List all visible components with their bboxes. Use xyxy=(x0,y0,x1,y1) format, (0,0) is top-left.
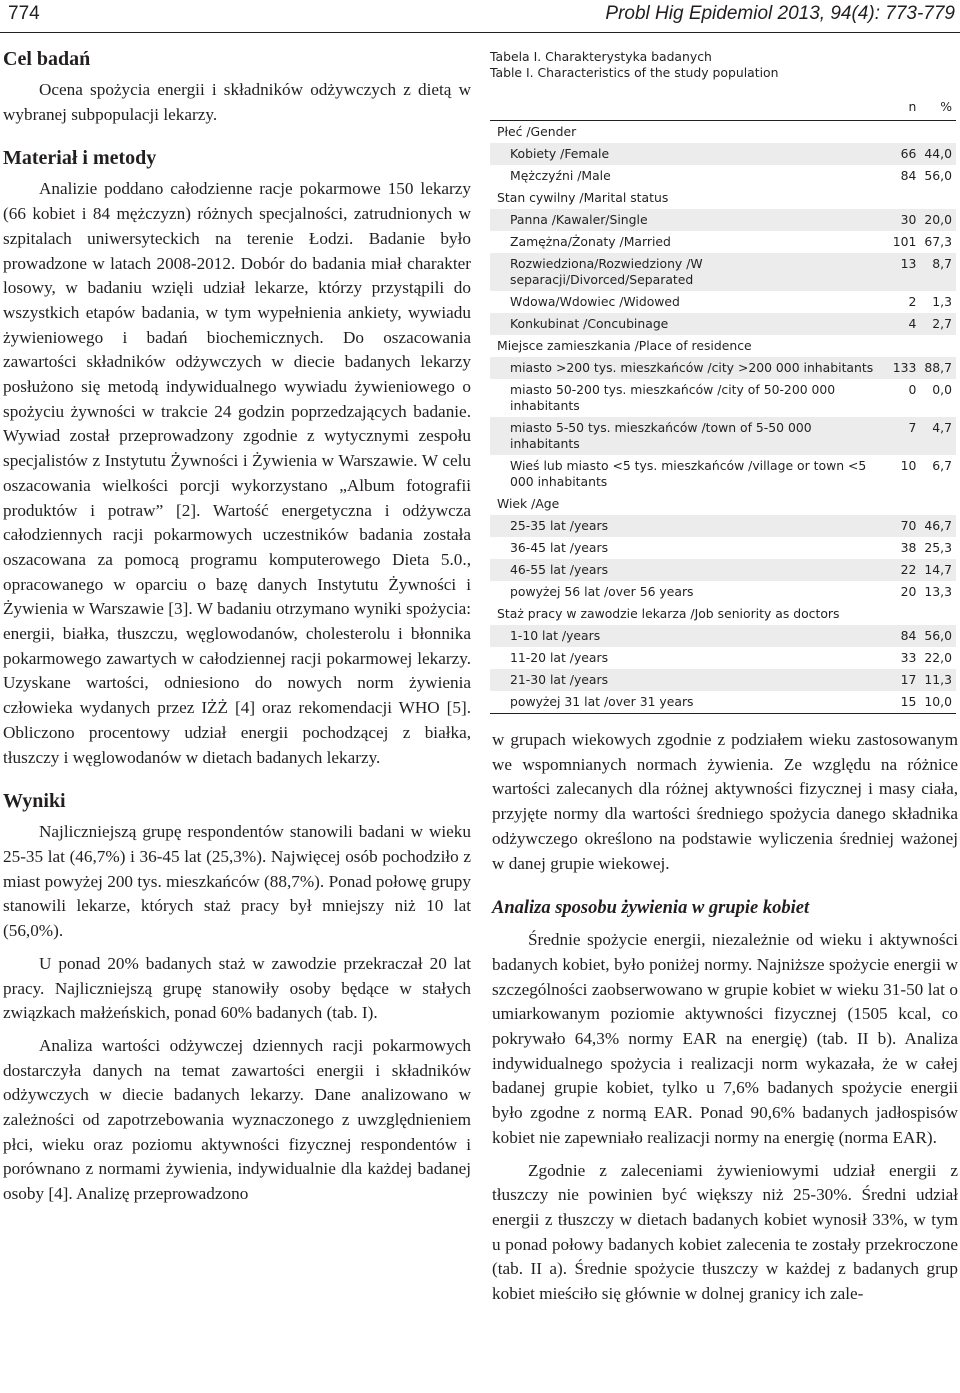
row-n: 13 xyxy=(889,253,921,291)
row-label: miasto 50-200 tys. mieszkańców /city of 50-200 000 inhabitants xyxy=(510,382,836,413)
row-n: 30 xyxy=(889,209,921,231)
table-row xyxy=(490,515,956,537)
row-percent: 10,0 xyxy=(924,694,952,709)
row-percent: 1,3 xyxy=(932,294,952,309)
row-percent: 8,7 xyxy=(920,253,956,291)
row-label: 46-55 lat /years xyxy=(490,559,889,581)
table-row xyxy=(490,313,956,335)
row-percent: 88,7 xyxy=(920,357,956,379)
table-row xyxy=(490,253,956,291)
row-label: Rozwiedziona/Rozwiedziony /W separacji/Divorced/Separated xyxy=(490,253,889,291)
table-row xyxy=(490,559,956,581)
row-label: 1-10 lat /years xyxy=(490,625,889,647)
table-row xyxy=(490,417,956,455)
row-n: 0 xyxy=(908,382,917,397)
body-paragraph: Zgodnie z zaleceniami żywieniowymi udział energii z tłuszczy nie powinien być większy niż 25-30%. Średni udział energii z tłuszczy w dietach badanych kobiet wynosił 33%, w tym u ponad połowy badanych kobiet zalecenia te zostały przekroczone (tab. II a). Średnie spożycie tłuszczy w każdej z badanych grup kobiet mieściło się głównie w dolnej granicy ich zale- xyxy=(492,1160,958,1304)
journal-reference: Probl Hig Epidemiol 2013, 94(4): 773-779 xyxy=(605,3,955,24)
column-header-n: n xyxy=(889,95,921,121)
column-header-label xyxy=(490,95,889,121)
table-row xyxy=(490,143,956,165)
row-percent: 13,3 xyxy=(924,584,952,599)
row-n: 7 xyxy=(889,417,921,455)
body-paragraph: Średnie spożycie energii, niezależnie od wieku i aktywności badanych kobiet, było poniżej normy. Najniższe spożycie energii w szczególności zaobserwowano w grupie kobiet w wieku 31-50 lat o umiarkowanym poziomie aktywności fizycznej (1505 kcal, co pokrywało 64,3% normy EAR na energię) (tab. II b). Analiza indywidualnego spożycia i realizacji norm wykazała, że w całej badanej grupie kobiet, tylko u 7,6% badanych spożycie energii było zgodne z normą EAR. Ponad 90,6% badanych jadłospisów kobiet nie zapewniało realizacji normy na energię (norma EAR). xyxy=(492,930,958,1147)
row-percent: 0,0 xyxy=(932,382,952,397)
table-row xyxy=(490,379,956,417)
row-label: Staż pracy w zawodzie lekarza /Job seniority as doctors xyxy=(497,606,840,621)
methods-section xyxy=(3,145,471,770)
table-characteristics xyxy=(490,49,956,714)
table-row xyxy=(490,165,956,187)
aim-section xyxy=(3,46,471,127)
table-body xyxy=(490,121,956,714)
aim-heading: Cel badań xyxy=(3,48,91,70)
row-label: 21-30 lat /years xyxy=(490,669,889,691)
row-percent: 44,0 xyxy=(920,143,956,165)
row-percent: 6,7 xyxy=(932,458,952,473)
row-n: 15 xyxy=(900,694,917,709)
table-row xyxy=(490,691,956,714)
row-label: miasto >200 tys. mieszkańców /city >200 000 inhabitants xyxy=(490,357,889,379)
row-label: Zamężna/Żonaty /Married xyxy=(510,234,671,249)
results-paragraph: Najliczniejszą grupę respondentów stanowili badani w wieku 25-35 lat (46,7%) i 36-45 lat (25,3%). Najwięcej osób pochodziło z miast powyżej 200 tys. mieszkańców (88,7%). Ponad połowę grupy stanowili lekarze, których staż pracy był mniejszy niż 10 lat (56,0%). xyxy=(3,822,471,941)
row-label: Panna /Kawaler/Single xyxy=(490,209,889,231)
row-percent xyxy=(920,121,956,144)
row-label: powyżej 31 lat /over 31 years xyxy=(510,694,694,709)
row-label: 11-20 lat /years xyxy=(510,650,609,665)
table-row xyxy=(490,209,956,231)
row-label: Miejsce zamieszkania /Place of residence xyxy=(497,338,752,353)
row-percent: 56,0 xyxy=(924,168,952,183)
page-number: 774 xyxy=(8,3,40,24)
row-percent: 14,7 xyxy=(920,559,956,581)
table-row xyxy=(490,291,956,313)
aim-paragraph: Ocena spożycia energii i składników odżywczych z dietą w wybranej subpopulacji lekarzy. xyxy=(3,80,471,124)
row-n: 133 xyxy=(889,357,921,379)
results-heading: Wyniki xyxy=(3,790,66,813)
table-row xyxy=(490,231,956,253)
row-label: powyżej 56 lat /over 56 years xyxy=(510,584,694,599)
row-n: 17 xyxy=(889,669,921,691)
row-percent: 4,7 xyxy=(920,417,956,455)
right-column-text xyxy=(492,728,958,1307)
row-percent: 46,7 xyxy=(920,515,956,537)
characteristics-table xyxy=(490,95,956,714)
row-label: Wieś lub miasto <5 tys. mieszkańców /village or town <5 000 inhabitants xyxy=(510,458,867,489)
row-n: 2 xyxy=(908,294,917,309)
row-label: 25-35 lat /years xyxy=(490,515,889,537)
results-paragraph: U ponad 20% badanych staż w zawodzie przekraczał 20 lat pracy. Najliczniejszą grupę stanowiły osoby będące w stałych związkach małżeńskich, ponad 60% badanych (tab. I). xyxy=(3,953,471,1023)
methods-paragraph: Analizie poddano całodzienne racje pokarmowe 150 lekarzy (66 kobiet i 84 mężczyzn) różnych specjalności, zatrudnionych w szpitalach uniwersyteckich na terenie Łodzi. Badanie było prowadzone w latach 2008-2012. Dobór do badania miał charakter losowy, w badaniu wzięli udział lekarze, którzy przystąpili do wszystkich etapów badania, w tym wypełnienia ankiety, wywiadu żywieniowego i badań biochemicznych. Do oszacowania zawartości składników odżywczych w diecie badanych lekarzy posłużono się metodą indywidualnego wywiadu żywieniowego o spożyciu żywności w trakcie 24 godzin poprzedzających badanie. Wywiad został przeprowadzony zgodnie z wytycznymi zespołu specjalistów z Instytutu Żywności i Żywienia w Warszawie. W celu oszacowania wielkości porcji wykorzystano „Album fotografii produktów i potraw” [2]. Wartość energetyczna i odżywcza całodziennych racji pokarmowych uczestników badania została oszacowana za pomocą programu komputerowego Dieta 5.0., opracowanego w oparciu o bazę danych Instytutu Żywności i Żywienia w Warszawie [3]. W badaniu otrzymano wyniki spożycia: energii, białka, tłuszczu, węglowodanów, cholesterolu i błonnika pokarmowego zawartych w całodziennej racji pokarmowej lekarzy. Uzyskane wartości, odniesiono do nowych norm żywienia człowieka wydanych przez IŻŻ [4] oraz rekomendacji WHO [5]. Obliczono procentowy udział energii pochodzącej z białka, tłuszczy i węglowodanów w dietach badanych lekarzy. xyxy=(3,179,471,767)
row-label: Mężczyźni /Male xyxy=(510,168,611,183)
table-row xyxy=(490,581,956,603)
row-n: 70 xyxy=(889,515,921,537)
table-row xyxy=(490,603,956,625)
row-label: Konkubinat /Concubinage xyxy=(490,313,889,335)
row-percent xyxy=(920,335,956,357)
row-label: 36-45 lat /years xyxy=(510,540,609,555)
row-n: 33 xyxy=(900,650,917,665)
row-label: Płeć /Gender xyxy=(497,124,577,139)
women-analysis-heading: Analiza sposobu żywienia w grupie kobiet xyxy=(492,898,810,919)
body-paragraph: w grupach wiekowych zgodnie z podziałem wieku zastosowanym we wspomnianych normach żywienia. Ze względu na różnice wartości zalecanych dla różnej aktywności fizycznej i masy ciała, przyjęte normy dla wartości średniego spożycia danego składnika odżywczego określono na podstawie wyliczenia średniej ważonej w danej grupie wiekowej. xyxy=(492,730,958,873)
row-percent xyxy=(920,603,956,625)
row-percent xyxy=(920,493,956,515)
table-row xyxy=(490,537,956,559)
table-caption-en: Table I. Characteristics of the study population xyxy=(490,65,779,80)
row-n xyxy=(889,335,921,357)
row-n: 66 xyxy=(889,143,921,165)
table-row xyxy=(490,357,956,379)
row-label: Wiek /Age xyxy=(497,496,560,511)
table-row xyxy=(490,647,956,669)
table-caption-pl: Tabela I. Charakterystyka badanych xyxy=(490,49,712,64)
row-label: Wdowa/Wdowiec /Widowed xyxy=(510,294,680,309)
row-n xyxy=(889,187,921,209)
row-n xyxy=(889,493,921,515)
row-n: 4 xyxy=(889,313,921,335)
row-percent: 11,3 xyxy=(920,669,956,691)
row-label: Stan cywilny /Marital status xyxy=(497,190,669,205)
left-column xyxy=(3,46,471,1207)
row-n: 101 xyxy=(892,234,917,249)
row-n: 22 xyxy=(889,559,921,581)
row-label: miasto 5-50 tys. mieszkańców /town of 5-50 000 inhabitants xyxy=(490,417,889,455)
table-row xyxy=(490,121,956,144)
table-row xyxy=(490,335,956,357)
page-header xyxy=(0,0,960,33)
row-percent xyxy=(920,187,956,209)
methods-heading: Materiał i metody xyxy=(3,147,157,170)
table-row xyxy=(490,625,956,647)
row-n: 10 xyxy=(900,458,917,473)
row-n: 38 xyxy=(900,540,917,555)
table-header-row xyxy=(490,95,956,121)
row-percent: 20,0 xyxy=(920,209,956,231)
row-percent: 22,0 xyxy=(924,650,952,665)
row-n xyxy=(889,121,921,144)
row-percent: 56,0 xyxy=(920,625,956,647)
results-section xyxy=(3,788,471,1207)
row-n: 84 xyxy=(889,625,921,647)
row-percent: 25,3 xyxy=(924,540,952,555)
row-percent: 2,7 xyxy=(920,313,956,335)
table-row xyxy=(490,669,956,691)
table-row xyxy=(490,187,956,209)
row-percent: 67,3 xyxy=(924,234,952,249)
table-row xyxy=(490,455,956,493)
results-paragraph: Analiza wartości odżywczej dziennych racji pokarmowych dostarczyła danych na temat zawartości energii i składników odżywczych w diecie badanych lekarzy. Dane analizowano w zależności od zapotrzebowania wyznaczonego z uwzględnieniem płci, wieku oraz poziomu aktywności fizycznej respondentów i porównano z normami żywienia, indywidualnie dla każdej badanej osoby [4]. Analizę przeprowadzono xyxy=(3,1035,471,1204)
row-label: Kobiety /Female xyxy=(490,143,889,165)
table-row xyxy=(490,493,956,515)
column-header-percent: % xyxy=(920,95,956,121)
row-n: 84 xyxy=(900,168,917,183)
row-n xyxy=(889,603,921,625)
row-n: 20 xyxy=(900,584,917,599)
